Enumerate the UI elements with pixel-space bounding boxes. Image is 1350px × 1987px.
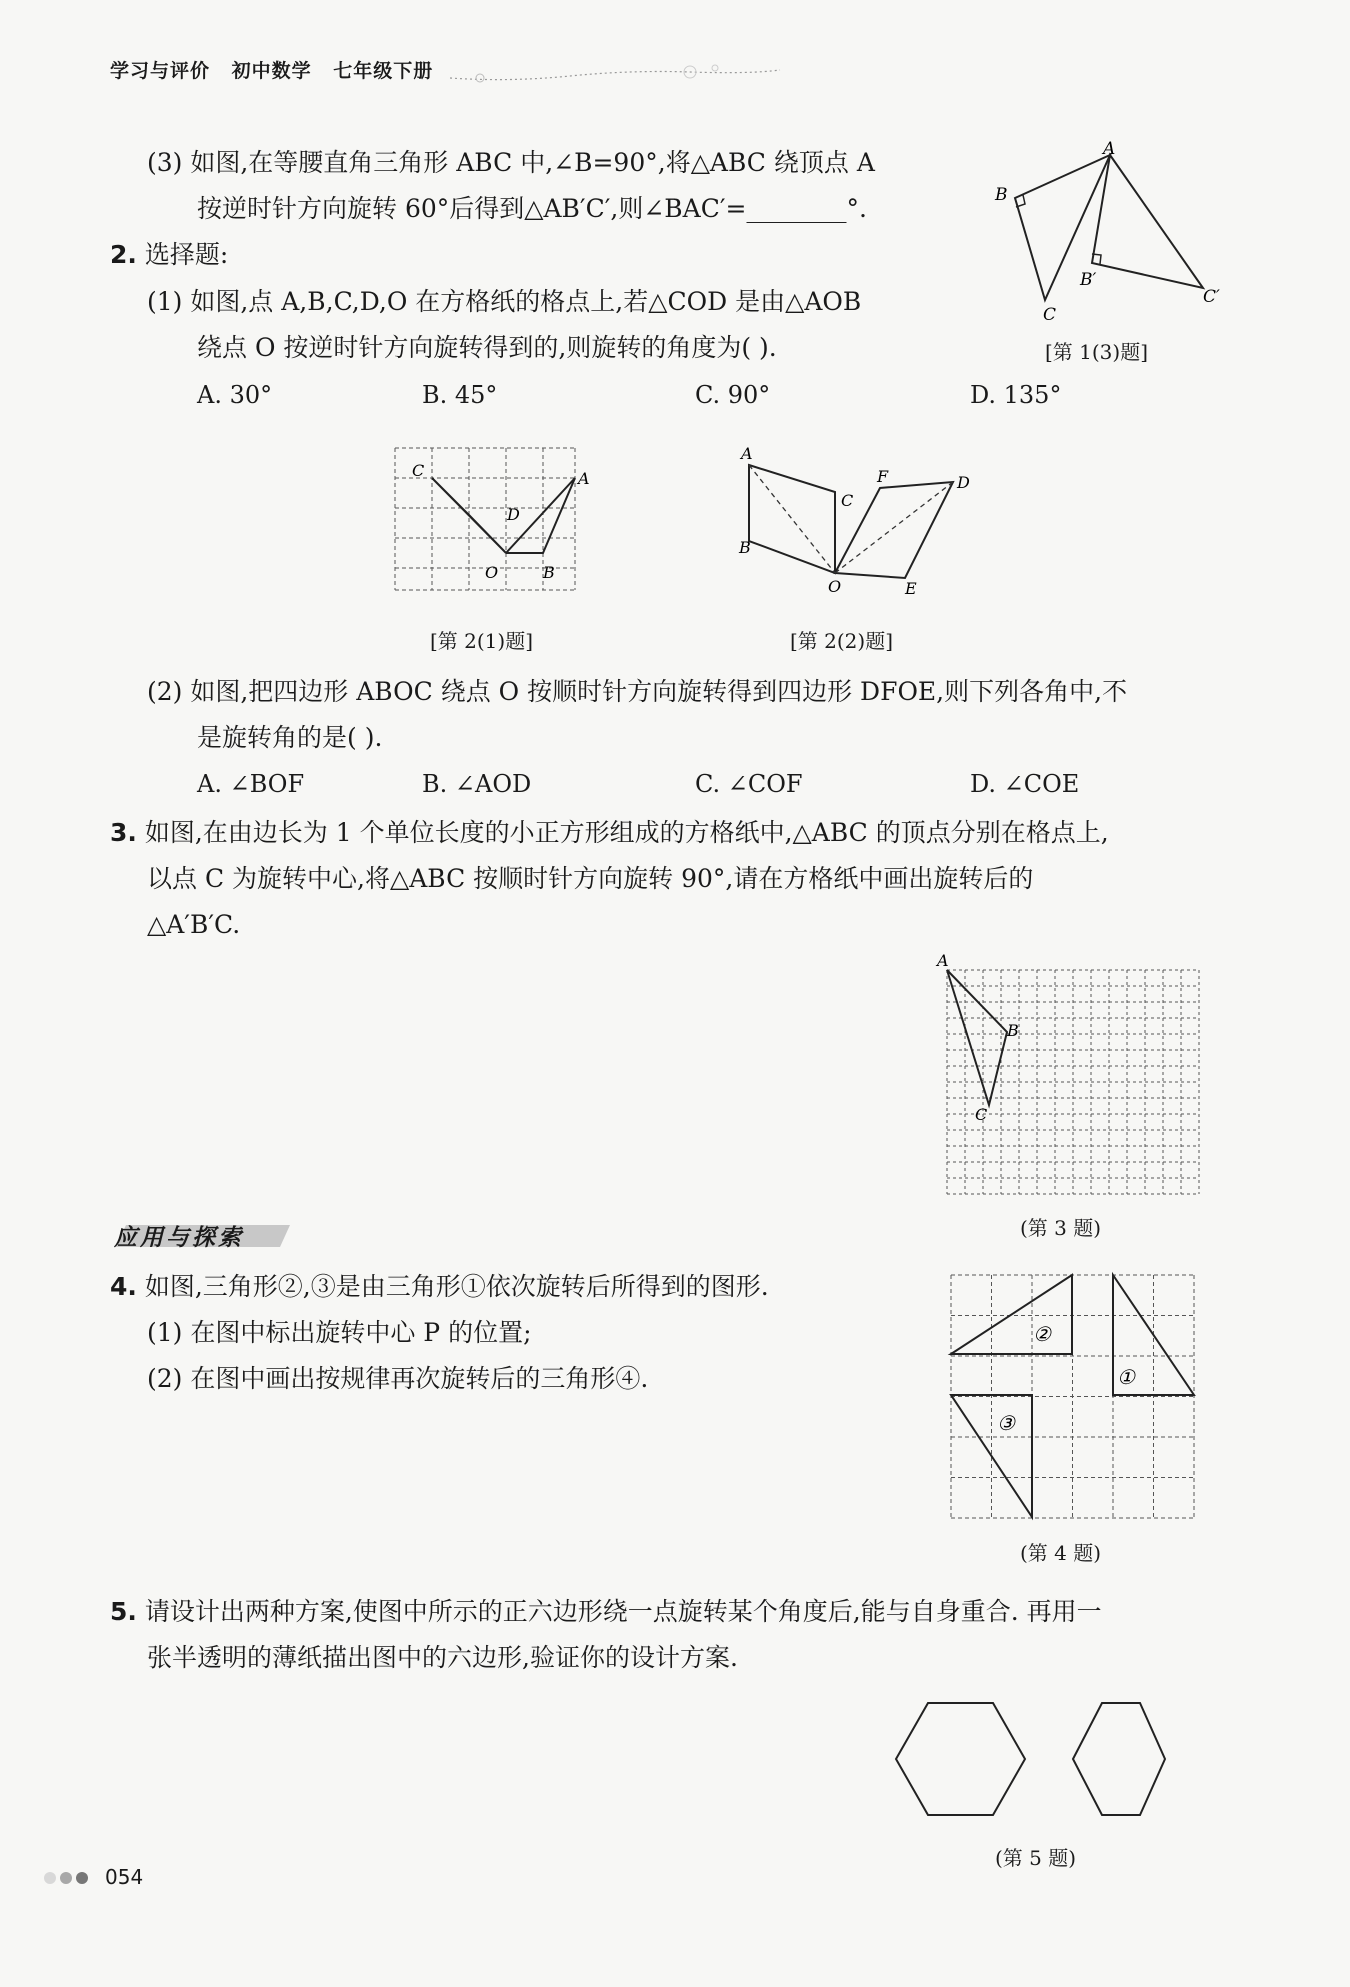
label-A: A <box>937 951 949 970</box>
q5-text-1: 请设计出两种方案,使图中所示的正六边形绕一点旋转某个角度后,能与自身重合. 再用一 <box>144 1597 1102 1626</box>
label-B: B <box>1007 1021 1019 1040</box>
q3-text-1: 如图,在由边长为 1 个单位长度的小正方形组成的方格纸中,△ABC 的顶点分别在格点上, <box>144 818 1109 847</box>
q5-hexagons <box>890 1695 1170 1825</box>
label-triangle-1: ① <box>1117 1365 1135 1389</box>
section-title: 应用与探索 <box>114 1225 244 1251</box>
running-header <box>110 56 447 83</box>
q2-2-option-c: C. ∠COF <box>695 770 803 798</box>
q1-3-text-line2: 按逆时针方向旋转 60°后得到△AB′C′,则∠BAC′=________°. <box>197 194 867 223</box>
q2-1-option-d: D. 135° <box>970 381 1062 409</box>
q2-1-option-c: C. 90° <box>695 381 771 409</box>
q4-line2: (1) 在图中标出旋转中心 P 的位置; <box>147 1318 532 1347</box>
q5-line1 <box>110 1597 1102 1627</box>
grade: 七年级下册 <box>333 60 434 82</box>
label-C: C <box>841 491 854 510</box>
label-C-prime: C′ <box>1203 287 1220 307</box>
hexagon-1 <box>896 1703 1025 1815</box>
q2-2-option-a: A. ∠BOF <box>197 770 305 798</box>
q5-number: 5. <box>110 1597 137 1626</box>
label-O: O <box>485 563 499 582</box>
label-A: A <box>741 444 753 463</box>
q2-2-option-d: D. ∠COE <box>970 770 1080 798</box>
q2-2-option-b: B. ∠AOD <box>422 770 532 798</box>
header-decoration <box>450 60 790 90</box>
q5-line2: 张半透明的薄纸描出图中的六边形,验证你的设计方案. <box>147 1643 738 1672</box>
label-B: B <box>543 563 555 582</box>
subject: 初中数学 <box>231 60 312 82</box>
hexagon-2-outline <box>1073 1703 1165 1815</box>
q2-2-line2: 是旋转角的是( ). <box>197 723 383 752</box>
page-number: 054 <box>105 1865 144 1889</box>
q2-2-line1: (2) 如图,把四边形 ABOC 绕点 O 按顺时针方向旋转得到四边形 DFOE,则下列各角中,不 <box>147 677 1128 706</box>
label-O: O <box>828 577 842 596</box>
q2-title: 选择题: <box>144 240 229 269</box>
q3-grid-figure <box>935 950 1205 1200</box>
label-F: F <box>877 467 889 486</box>
label-C: C <box>1043 305 1057 325</box>
q4-number: 4. <box>110 1272 137 1301</box>
label-A: A <box>1103 140 1116 159</box>
label-D: D <box>957 473 970 492</box>
q3-line2: 以点 C 为旋转中心,将△ABC 按顺时针方向旋转 90°,请在方格纸中画出旋转后的 <box>147 864 1034 893</box>
label-C: C <box>412 461 425 480</box>
q2-1-option-b: B. 45° <box>422 381 498 409</box>
q4-caption: (第 4 题) <box>1020 1541 1102 1565</box>
footer-dots <box>42 1870 102 1886</box>
label-B-prime: B′ <box>1080 270 1097 290</box>
label-E: E <box>905 579 917 598</box>
q2-heading <box>110 240 228 270</box>
q1-3-text-line1: (3) 如图,在等腰直角三角形 ABC 中,∠B=90°,将△ABC 绕顶点 A <box>147 148 875 177</box>
q2-2-figure <box>735 440 975 600</box>
q4-grid-figure <box>945 1268 1200 1528</box>
q3-caption: (第 3 题) <box>1020 1216 1102 1240</box>
q4-line1 <box>110 1272 769 1302</box>
q1-3-caption: [第 1(3)题] <box>1045 340 1149 364</box>
label-B: B <box>739 538 751 557</box>
label-D: D <box>507 505 520 524</box>
label-triangle-2: ② <box>1033 1322 1051 1346</box>
label-triangle-3: ③ <box>997 1411 1015 1435</box>
q2-1-line1: (1) 如图,点 A,B,C,D,O 在方格纸的格点上,若△COD 是由△AOB <box>147 287 862 316</box>
label-C: C <box>975 1105 988 1124</box>
q1-3-figure <box>985 140 1225 330</box>
q3-line3: △A′B′C. <box>147 910 241 939</box>
label-B: B <box>995 185 1008 205</box>
q4-line3: (2) 在图中画出按规律再次旋转后的三角形④. <box>147 1364 649 1393</box>
q2-1-grid-figure <box>390 440 590 600</box>
label-A: A <box>578 469 590 488</box>
q2-1-option-a: A. 30° <box>197 381 273 409</box>
q5-caption: (第 5 题) <box>995 1846 1077 1870</box>
q4-text-1: 如图,三角形②,③是由三角形①依次旋转后所得到的图形. <box>144 1272 769 1301</box>
q2-1-caption: [第 2(1)题] <box>430 629 534 653</box>
q2-number: 2. <box>110 240 137 269</box>
book-title: 学习与评价 <box>110 60 211 82</box>
q2-2-caption: [第 2(2)题] <box>790 629 894 653</box>
q3-line1 <box>110 818 1109 848</box>
q3-number: 3. <box>110 818 137 847</box>
q2-1-line2: 绕点 O 按逆时针方向旋转得到的,则旋转的角度为( ). <box>197 333 777 362</box>
